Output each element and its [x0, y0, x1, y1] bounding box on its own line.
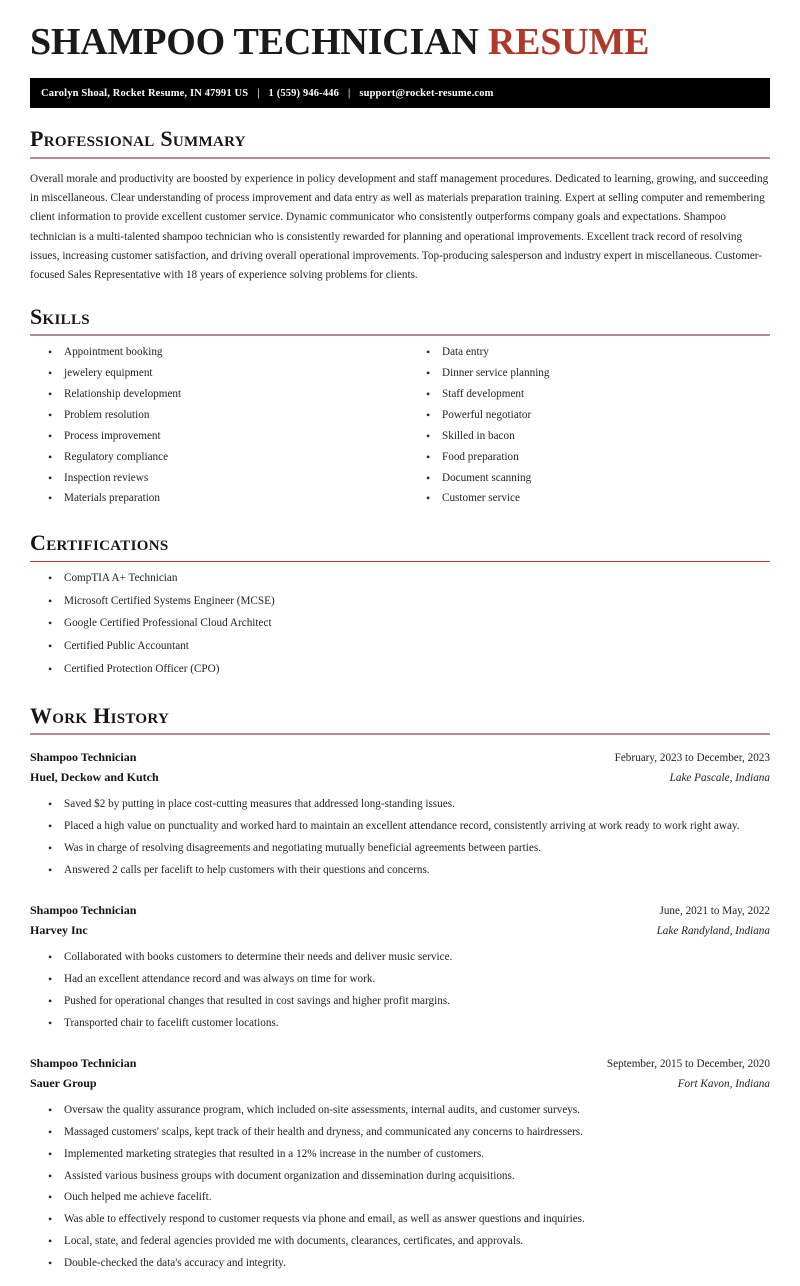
list-item: • Was in charge of resolving disagreements and negotiating mutually beneficial agreements between parties. [64, 841, 770, 863]
list-item: • Answered 2 calls per facelift to help customers with their questions and concerns. [64, 863, 770, 885]
list-item: • Implemented marketing strategies that resulted in a 12% increase in the number of customers. [64, 1147, 770, 1169]
section-heading-certifications: Certifications [30, 530, 169, 556]
skills-column-right [400, 338, 770, 512]
section-certifications [30, 530, 770, 685]
list-item: • Transported chair to facelift customer locations. [64, 1016, 770, 1038]
skills-column-left [30, 338, 400, 512]
list-item: • Problem resolution [64, 408, 400, 429]
list-item: • Dinner service planning [442, 366, 770, 387]
work-history-entries [30, 748, 770, 1278]
list-item: • Appointment booking [64, 345, 400, 366]
job-location: Lake Randyland, Indiana [656, 925, 770, 938]
section-divider-professional-summary [30, 157, 770, 159]
section-divider-certifications [30, 561, 770, 562]
job-title: Shampoo Technician [30, 1056, 137, 1071]
job-location: Lake Pascale, Indiana [669, 772, 770, 785]
page-title [30, 0, 770, 62]
job-location: Fort Kavon, Indiana [677, 1078, 770, 1091]
skills-list-right [400, 345, 770, 512]
professional-summary-text: Overall morale and productivity are boosted by experience in policy development and staff management procedures. Dedicated to learning, growing, and succeeding in miscellaneous. Clear understanding of process improvement and data entry as well as materials preparation training. Expert at selling computer and remembering client information to provide excellent customer service. Dynamic communicator who consistently outperforms company goals and expectations. Shampoo technician is a multi-talented shampoo technician who is consistently rewarded for planning and operational improvements. Excellent track record of resolving issues, increasing customer satisfaction, and driving overall operational improvements. Top-producing salesperson and industry expert in miscellaneous. Customer-focused Sales Representative with 18 years of experience solving problems for clients. [30, 172, 769, 282]
list-item: • Regulatory compliance [64, 450, 400, 471]
job-company: Harvey Inc [30, 923, 88, 938]
list-item: • Process improvement [64, 429, 400, 450]
job-company-row [30, 768, 770, 788]
job-bullets-list [30, 1103, 770, 1278]
work-history-entry [30, 1054, 770, 1278]
work-history-entry [30, 901, 770, 1037]
list-item: • Assisted various business groups with document organization and dissemination during acquisitions. [64, 1169, 770, 1191]
job-title: Shampoo Technician [30, 903, 137, 918]
section-professional-summary [30, 126, 770, 286]
page-title-main: SHAMPOO TECHNICIAN [30, 21, 479, 63]
job-bullets-list [30, 797, 770, 885]
job-title: Shampoo Technician [30, 750, 137, 765]
job-bullets-list [30, 950, 770, 1038]
section-work-history [30, 703, 770, 1278]
list-item: • Oversaw the quality assurance program, which included on-site assessments, internal audits, and customer surveys. [64, 1103, 770, 1125]
list-item: • CompTIA A+ Technician [64, 571, 770, 594]
list-item: • Certified Protection Officer (CPO) [64, 662, 770, 685]
list-item: • Saved $2 by putting in place cost-cutting measures that addressed long-standing issues. [64, 797, 770, 819]
contact-phone[interactable]: 1 (559) 946-446 [268, 87, 340, 99]
job-title-row [30, 901, 770, 921]
page-title-accent: RESUME [487, 21, 650, 63]
job-company-row [30, 921, 770, 941]
list-item: • Materials preparation [64, 491, 400, 512]
list-item: • Relationship development [64, 387, 400, 408]
list-item: • jewelery equipment [64, 366, 400, 387]
list-item: • Customer service [442, 491, 770, 512]
job-title-row [30, 748, 770, 768]
contact-separator-1: | [257, 87, 260, 99]
list-item: • Pushed for operational changes that resulted in cost savings and higher profit margins. [64, 994, 770, 1016]
list-item: • Ouch helped me achieve facelift. [64, 1190, 770, 1212]
list-item: • Powerful negotiator [442, 408, 770, 429]
job-company: Huel, Deckow and Kutch [30, 770, 159, 785]
contact-address: Carolyn Shoal, Rocket Resume, IN 47991 US [41, 87, 249, 99]
section-heading-skills: Skills [30, 303, 90, 329]
list-item: • Was able to effectively respond to customer requests via phone and email, as well as answer questions and inquiries. [64, 1212, 770, 1234]
job-dates: June, 2021 to May, 2022 [659, 905, 770, 918]
list-item: • Double-checked the data's accuracy and integrity. [64, 1256, 770, 1278]
certifications-list [30, 571, 770, 686]
job-dates: September, 2015 to December, 2020 [606, 1058, 770, 1071]
section-skills [30, 304, 770, 513]
job-title-row [30, 1054, 770, 1074]
list-item: • Google Certified Professional Cloud Architect [64, 616, 770, 639]
section-divider-skills [30, 334, 770, 336]
list-item: • Had an excellent attendance record and was always on time for work. [64, 972, 770, 994]
section-heading-professional-summary: Professional Summary [30, 126, 246, 152]
list-item: • Local, state, and federal agencies provided me with documents, clearances, certificates, and approvals. [64, 1234, 770, 1256]
contact-email[interactable]: support@rocket-resume.com [359, 87, 494, 99]
skills-columns [30, 338, 770, 512]
job-company-row [30, 1074, 770, 1094]
list-item: • Collaborated with books customers to determine their needs and deliver music service. [64, 950, 770, 972]
section-heading-work-history: Work History [30, 703, 170, 729]
job-dates: February, 2023 to December, 2023 [614, 752, 770, 765]
contact-separator-2: | [348, 87, 351, 99]
list-item: • Food preparation [442, 450, 770, 471]
list-item: • Microsoft Certified Systems Engineer (MCSE) [64, 594, 770, 617]
job-company: Sauer Group [30, 1076, 97, 1091]
list-item: • Document scanning [442, 471, 770, 492]
work-history-entry [30, 748, 770, 884]
skills-list-left [30, 345, 400, 512]
contact-bar [30, 78, 770, 108]
section-divider-work-history [30, 733, 770, 735]
list-item: • Data entry [442, 345, 770, 366]
list-item: • Staff development [442, 387, 770, 408]
list-item: • Inspection reviews [64, 471, 400, 492]
list-item: • Skilled in bacon [442, 429, 770, 450]
list-item: • Placed a high value on punctuality and worked hard to maintain an excellent attendance record, consistently arriving at work ready to work right away. [64, 819, 770, 841]
list-item: • Massaged customers' scalps, kept track of their health and dryness, and communicated any concerns to hairdressers. [64, 1125, 770, 1147]
list-item: • Certified Public Accountant [64, 639, 770, 662]
